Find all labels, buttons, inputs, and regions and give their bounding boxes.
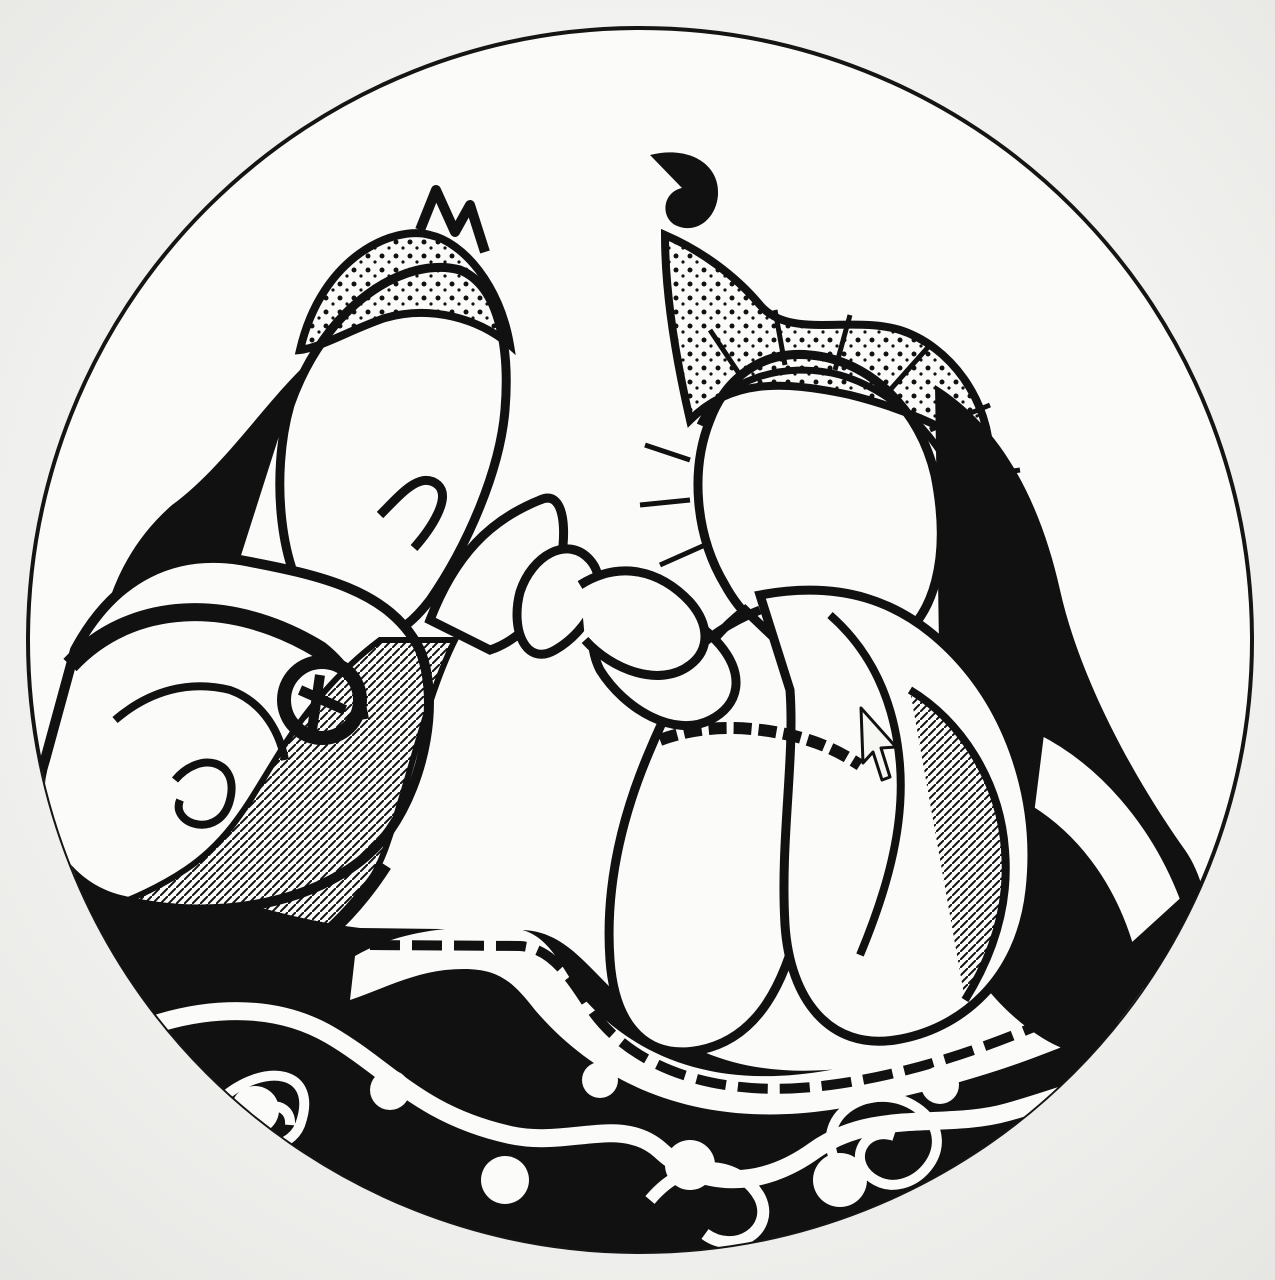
mouse-cursor	[858, 705, 904, 783]
